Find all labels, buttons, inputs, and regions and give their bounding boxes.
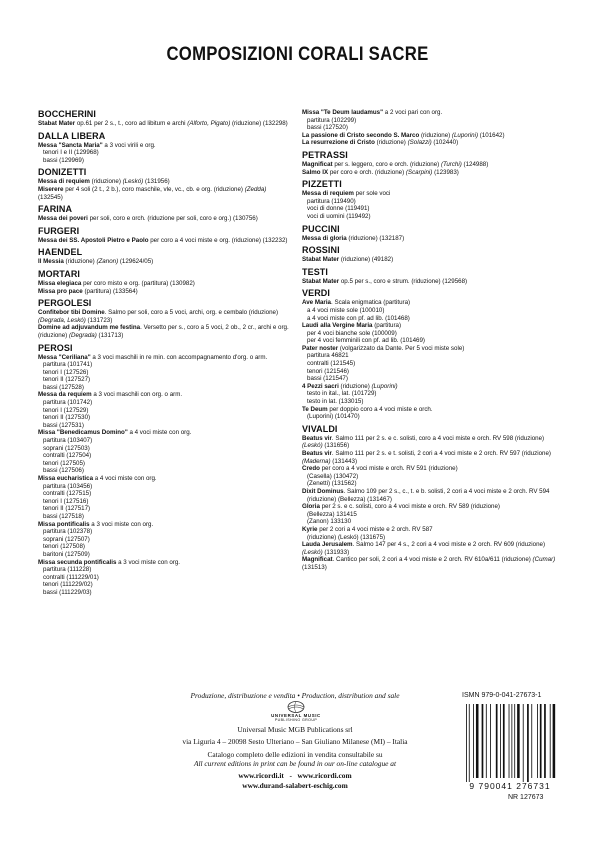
composer-heading: ROSSINI	[302, 245, 340, 256]
edition-line: bassi (111229/03)	[43, 588, 92, 596]
globe-icon	[287, 701, 305, 713]
composer-heading: PEROSI	[38, 342, 73, 353]
edition-line: bassi (127520)	[307, 124, 348, 132]
work-details: a 3 voci virili e org.	[102, 141, 156, 149]
composer-heading: MORTARI	[38, 268, 81, 279]
work-title: Missa secunda pontificalis	[38, 558, 117, 566]
edition-line: tenori (111229/02)	[43, 581, 93, 589]
composer-heading: DALLA LIBERA	[38, 130, 106, 141]
edition-line: tenori (127505)	[43, 459, 85, 467]
work-catalogue-number: (131713)	[96, 331, 124, 339]
work-title: La passione di Cristo secondo S. Marco	[302, 131, 420, 139]
work-details: (partitura)	[372, 322, 402, 330]
barcode-bar	[544, 704, 546, 778]
work-title: Magnificat	[302, 556, 333, 564]
work-title: Magnificat	[302, 160, 333, 168]
work-entry	[302, 256, 564, 264]
work-title: Missa pontificalis	[38, 520, 90, 528]
barcode-bar	[496, 704, 498, 778]
work-editor: (Leskó)	[302, 442, 323, 450]
edition-line: partitura (101741)	[43, 361, 93, 369]
work-details: per coro e orch. (riduzione)	[328, 168, 406, 176]
work-catalogue-number: (102440)	[431, 139, 459, 147]
composer-heading: HAENDEL	[38, 247, 83, 258]
work-editor: (Zedda)	[244, 185, 267, 193]
composer-heading: VIVALDI	[302, 423, 338, 434]
barcode-bar	[514, 704, 515, 778]
work-entry	[38, 120, 290, 128]
work-editor: (Turchi)	[440, 160, 462, 168]
edition-line: partitura (119490)	[307, 197, 356, 205]
page-title: COMPOSIZIONI CORALI SACRE	[166, 44, 429, 65]
edition-line: tenori I (127529)	[43, 406, 89, 414]
work-details: . Salmo per soli, coro a 5 voci, archi, org. e cembalo (riduzione)	[104, 309, 279, 317]
barcode-bar	[531, 704, 532, 778]
url-ricordi-it[interactable]: www.ricordi.it	[238, 771, 284, 780]
work-details: op.5 per s., coro e strum. (riduzione) (129568)	[339, 277, 468, 285]
work-entry	[302, 109, 564, 117]
work-catalogue-number: (131933)	[322, 548, 350, 556]
edition-line: tenori II (127530)	[43, 414, 91, 422]
work-editor: (Degrada)	[68, 331, 97, 339]
work-details: per 4 soli (2 t., 2 b.), coro maschile, vle, vc., cb. e org. (riduzione)	[63, 185, 245, 193]
work-title: Domine ad adjuvandum me festina	[38, 324, 141, 332]
work-editor: (Alforto, Pigato)	[187, 120, 231, 127]
work-details: . Salmo 109 per 2 s., c., t. e b. solisti, 2 cori a 4 voci miste e 2 orch. RV 594	[343, 487, 550, 495]
work-details: (partitura) (133564)	[82, 287, 138, 295]
barcode-bar	[466, 704, 467, 782]
work-entry	[38, 309, 290, 324]
work-details: (volgarizzato da Dante. Per 5 voci miste sole)	[338, 344, 465, 352]
work-entry	[38, 178, 290, 186]
work-title: Credo	[302, 465, 320, 473]
work-title: Te Deum	[302, 405, 328, 413]
work-editor: (Degrada, Leskó)	[38, 316, 86, 324]
work-entry	[302, 526, 564, 534]
logo-line-1: UNIVERSAL MUSIC	[271, 713, 321, 718]
work-entry	[38, 258, 290, 266]
edition-line: tenori (121546)	[307, 367, 349, 375]
edition-line: tenori I (127516)	[43, 497, 89, 505]
edition-line: partitura 46821	[307, 352, 349, 360]
barcode-bar	[523, 704, 524, 782]
production-line: Produzione, distribuzione e vendita • Production, distribution and sale	[190, 691, 400, 700]
catalogue-column-right	[302, 109, 564, 572]
barcode-bar	[482, 704, 484, 778]
work-entry	[302, 465, 564, 473]
composer-heading: DONIZETTI	[38, 167, 87, 178]
edition-line: (riduzione) (Bellezza) (131467)	[307, 495, 392, 503]
work-entry	[302, 345, 564, 353]
work-title: Missa eucharistica	[38, 475, 94, 482]
url-ricordi-com[interactable]: www.ricordi.com	[297, 771, 352, 780]
work-details: op.61 per 2 s., t., coro ad libitum e archi	[75, 120, 188, 127]
work-details: a 3 voci maschili con org. o arm.	[91, 391, 183, 399]
work-details: (riduzione) (49182)	[339, 256, 394, 264]
work-entry	[38, 475, 290, 483]
work-catalogue-number: (124988)	[461, 160, 489, 168]
work-editor: (Luporini)	[371, 382, 398, 390]
work-editor: (Solazzi)	[407, 139, 432, 147]
work-details: (riduzione)	[89, 178, 123, 186]
work-details: (riduzione)	[63, 258, 97, 266]
work-title: Missa "Benedicamus Domino"	[38, 429, 128, 437]
work-entry	[38, 288, 290, 296]
work-entry	[302, 235, 564, 243]
work-entry	[302, 190, 564, 198]
edition-line: (Zenetti) (131562)	[307, 480, 357, 488]
edition-line: baritoni (127509)	[43, 550, 90, 558]
edition-line: (Luporini) (101470)	[307, 413, 360, 421]
work-details: a 3 voci miste con org.	[116, 558, 181, 566]
edition-line: partitura (103456)	[43, 482, 93, 490]
work-details: per coro misto e org. (partitura) (130982)	[81, 279, 195, 287]
work-entry	[38, 429, 290, 437]
work-entry	[302, 556, 564, 571]
url-durand[interactable]: www.durand-salabert-eschig.com	[242, 781, 348, 790]
work-details: . Salmo 111 per 2 s. e c. solisti, coro a 4 voci miste e orch. RV 598 (riduzione)	[331, 434, 545, 442]
work-details: a 3 voci miste con org.	[89, 520, 154, 528]
work-editor: (Leskó)	[122, 178, 144, 186]
edition-line: tenori I (127526)	[43, 368, 89, 376]
work-title: Laudi alla Vergine Maria	[302, 322, 373, 330]
work-title: Confitebor tibi Domine	[38, 309, 105, 317]
edition-line: bassi (129969)	[43, 156, 84, 164]
work-entry	[38, 559, 290, 567]
work-catalogue-number: (131723)	[85, 316, 113, 324]
composer-heading: FURGERI	[38, 225, 80, 236]
barcode-bar	[469, 704, 470, 782]
edition-line: contralti (127515)	[43, 490, 92, 498]
edition-line: per 4 voci femminili con pf. ad lib. (101469)	[307, 337, 425, 345]
work-details: per 2 cori a 4 voci miste e 2 orch. RV 587	[317, 525, 433, 533]
work-details: a 4 voci miste con org.	[93, 475, 157, 482]
work-details: per sole voci	[353, 190, 391, 198]
edition-line: contralti (111229/01)	[43, 573, 99, 581]
work-title: Stabat Mater	[38, 120, 76, 127]
edition-line: tenori I e II (129968)	[43, 149, 99, 157]
work-title: Stabat Mater	[302, 277, 340, 285]
work-details: (riduzione) (132187)	[346, 234, 405, 242]
barcode-bar	[550, 704, 551, 778]
work-title: 4 Pezzi sacri	[302, 382, 339, 390]
composer-heading: PUCCINI	[302, 223, 340, 234]
barcode	[462, 704, 558, 782]
work-title: Messa "Ceriliana"	[38, 353, 91, 361]
work-title: Beatus vir	[302, 434, 332, 442]
work-entry	[302, 541, 564, 556]
catalogue-note-it: Catalogo completo delle edizioni in vendita consultabile su	[207, 750, 383, 759]
work-catalogue-number: (101642)	[478, 131, 505, 139]
work-entry	[38, 521, 290, 529]
work-entry	[302, 132, 564, 140]
barcode-bar	[509, 704, 510, 778]
barcode-bar	[476, 704, 479, 778]
barcode-bar	[540, 704, 542, 778]
work-title: Messa di gloria	[302, 234, 347, 242]
work-details: a 4 voci miste con org.	[127, 429, 192, 437]
work-title: Messa di requiem	[302, 190, 354, 198]
work-title: Missa "Te Deum laudamus"	[302, 109, 384, 116]
edition-line: (riduzione) (Leskó) (131675)	[307, 533, 386, 541]
work-title: Gloria	[302, 503, 320, 511]
work-entry	[38, 215, 290, 223]
work-entry	[302, 278, 564, 286]
work-entry	[302, 161, 564, 169]
barcode-bar	[503, 704, 505, 778]
logo-line-2: PUBLISHING GROUP	[274, 718, 318, 722]
work-entry	[302, 169, 564, 177]
work-details: (riduzione)	[338, 382, 372, 390]
work-details: (riduzione)	[374, 139, 408, 147]
work-entry	[302, 383, 564, 391]
barcode-bar	[553, 704, 556, 778]
edition-line: bassi (127531)	[43, 421, 84, 429]
edition-line: partitura (102299)	[307, 116, 357, 124]
work-catalogue-number: (129624/05)	[118, 258, 154, 266]
work-entry	[302, 322, 564, 330]
edition-line: soprani (127503)	[43, 444, 90, 452]
edition-line: partitura (101742)	[43, 399, 93, 407]
edition-line: per 4 voci bianche sole (100009)	[307, 329, 397, 337]
work-entry	[302, 435, 564, 450]
work-details: per 2 s. e c. solisti, coro a 4 voci miste e orch. RV 589 (riduzione)	[319, 503, 500, 511]
work-catalogue-number: (131443)	[330, 457, 358, 465]
composer-heading: TESTI	[302, 266, 329, 277]
work-entry	[38, 186, 290, 201]
edition-line: voci di uomini (119492)	[307, 212, 371, 220]
barcode-bar	[511, 704, 512, 778]
edition-line: tenori (127508)	[43, 543, 85, 551]
work-entry	[302, 450, 564, 465]
work-title: Kyrie	[302, 525, 318, 533]
work-title: Stabat Mater	[302, 256, 340, 264]
work-details: per coro a 4 voci miste e org. (riduzione) (132232)	[148, 236, 288, 244]
edition-line: bassi (121547)	[307, 375, 348, 383]
edition-line: partitura (111228)	[43, 566, 92, 574]
edition-line: tenori II (127527)	[43, 376, 91, 384]
work-entry	[302, 503, 564, 511]
work-editor: (Leskó)	[302, 548, 323, 556]
work-entry	[302, 406, 564, 414]
work-catalogue-number: (131956)	[143, 178, 170, 186]
composer-heading: FARINA	[38, 204, 73, 215]
edition-line: testo in lat. (133015)	[307, 398, 364, 406]
work-entry	[302, 299, 564, 307]
work-details: . Cantico per soli, 2 cori a 4 voci miste e 2 orch. RV 610a/611 (riduzione)	[332, 556, 533, 564]
work-title: La resurrezione di Cristo	[302, 139, 375, 147]
composer-heading: BOCCHERINI	[38, 109, 97, 119]
work-details: . Versetto per s., coro a 5 voci, 2 ob., 2 cr., archi e org. (riduzione)	[38, 324, 289, 339]
work-title: Messa "Sancta Maria"	[38, 141, 103, 149]
edition-line: partitura (102378)	[43, 528, 93, 536]
work-title: Messa di requiem	[38, 178, 90, 186]
edition-line: testo in ital., lat. (101729)	[307, 390, 377, 398]
work-catalogue-number: (123983)	[432, 168, 459, 176]
work-title: Lauda Jerusalem	[302, 541, 353, 549]
work-catalogue-number: (132545)	[38, 193, 63, 201]
barcode-bar	[527, 704, 529, 782]
edition-line: soprani (127507)	[43, 535, 90, 543]
edition-line: partitura (103407)	[43, 437, 93, 445]
work-editor: (Scarpini)	[405, 168, 433, 176]
work-details: . Salmo 147 per 4 s., 2 cori a 4 voci miste e 2 orch. RV 609 (riduzione)	[352, 541, 546, 549]
work-editor: (Zanon)	[96, 258, 119, 266]
work-title: Dixit Dominus	[302, 487, 344, 495]
work-title: Missa elegiaca	[38, 279, 82, 287]
composer-heading: PIZZETTI	[302, 179, 342, 190]
work-title: Beatus vir	[302, 450, 332, 457]
edition-line: bassi (127506)	[43, 467, 84, 475]
work-entry	[38, 280, 290, 288]
work-details: a 2 voci pari con org.	[383, 109, 443, 116]
catalogue-note-en: All current editions in print can be found in our on-line catalogue at	[193, 759, 397, 768]
work-entry	[38, 324, 290, 339]
work-details: . Salmo 111 per 2 s. e t. solisti, 2 cori a 4 voci miste e 2 orch. RV 597 (riduzione)	[331, 450, 551, 457]
work-title: Messa dei poveri	[38, 215, 88, 223]
work-entry	[38, 391, 290, 399]
barcode-number: 9 790041 276731	[469, 781, 551, 791]
barcode-bar	[517, 704, 520, 778]
work-editor: (Cumar)	[532, 556, 556, 564]
work-title: Miserere	[38, 185, 64, 193]
edition-line: bassi (127528)	[43, 383, 84, 391]
work-catalogue-number: (riduzione) (132298)	[230, 120, 288, 127]
edition-line: voci di donne (119491)	[307, 205, 370, 213]
edition-line: contralti (127504)	[43, 452, 92, 460]
company-address: via Liguria 4 – 20098 Sesto Ulteriano – San Giuliano Milanese (MI) – Italia	[182, 737, 408, 746]
work-details: per soli, coro e orch. (riduzione per soli, coro e org.) (130756)	[87, 215, 258, 223]
barcode-bar	[500, 704, 501, 778]
edition-line: (Casella) (130472)	[307, 472, 359, 480]
composer-heading: PETRASSI	[302, 149, 348, 160]
edition-line: bassi (127518)	[43, 512, 84, 520]
catalogue-column-left	[38, 109, 290, 597]
edition-line: (Zanon) 133130	[307, 518, 352, 526]
barcode-bar	[537, 704, 538, 778]
work-details: per s. leggero, coro e orch. (riduzione)	[332, 160, 441, 168]
barcode-bar	[486, 704, 487, 778]
barcode-bar	[490, 704, 491, 778]
work-title: Messa dei SS. Apostoli Pietro e Paolo	[38, 236, 149, 244]
work-editor: (Maderna)	[302, 457, 331, 465]
work-title: Pater noster	[302, 344, 339, 352]
work-entry	[38, 354, 290, 362]
work-catalogue-number: (131656)	[322, 442, 350, 450]
edition-line: a 4 voci miste sole (100010)	[307, 306, 385, 314]
edition-line: a 4 voci miste con pf. ad lib. (101468)	[307, 314, 410, 322]
work-entry	[302, 488, 564, 496]
work-details: per coro a 4 voci miste e orch. RV 591 (riduzione)	[319, 465, 458, 473]
company-name: Universal Music MGB Publications srl	[237, 725, 353, 734]
url-ricordi: www.ricordi.it - www.ricordi.com	[238, 771, 352, 780]
ismn-code: ISMN 979-0-041-27673-1	[462, 692, 542, 699]
work-details: a 3 voci maschili in re min. con accompagnamento d'org. o arm.	[90, 353, 268, 361]
work-details: . Scala enigmatica (partitura)	[331, 299, 411, 307]
composer-heading: PERGOLESI	[38, 298, 92, 309]
work-title: Salmo IX	[302, 168, 329, 176]
barcode-bar	[473, 704, 474, 778]
work-entry	[38, 237, 290, 245]
work-title: Ave Maria	[302, 299, 332, 307]
composer-heading: VERDI	[302, 288, 331, 299]
edition-line: contralti (121545)	[307, 360, 356, 368]
work-details: per doppio coro a 4 voci miste e orch.	[327, 405, 433, 413]
universal-music-logo	[256, 701, 336, 722]
work-entry	[302, 139, 564, 147]
work-title: Messa da requiem	[38, 391, 92, 399]
work-editor: (Luporini)	[451, 131, 479, 139]
work-catalogue-number: (131513)	[302, 563, 327, 571]
edition-line: (Bellezza) 131415	[307, 510, 357, 518]
work-title: Missa pro pace	[38, 287, 83, 295]
edition-line: tenori II (127517)	[43, 505, 91, 513]
catalogue-number: NR 127673	[508, 794, 544, 801]
work-title: Il Messia	[38, 258, 64, 266]
work-details: (riduzione)	[419, 131, 452, 139]
work-entry	[38, 142, 290, 150]
